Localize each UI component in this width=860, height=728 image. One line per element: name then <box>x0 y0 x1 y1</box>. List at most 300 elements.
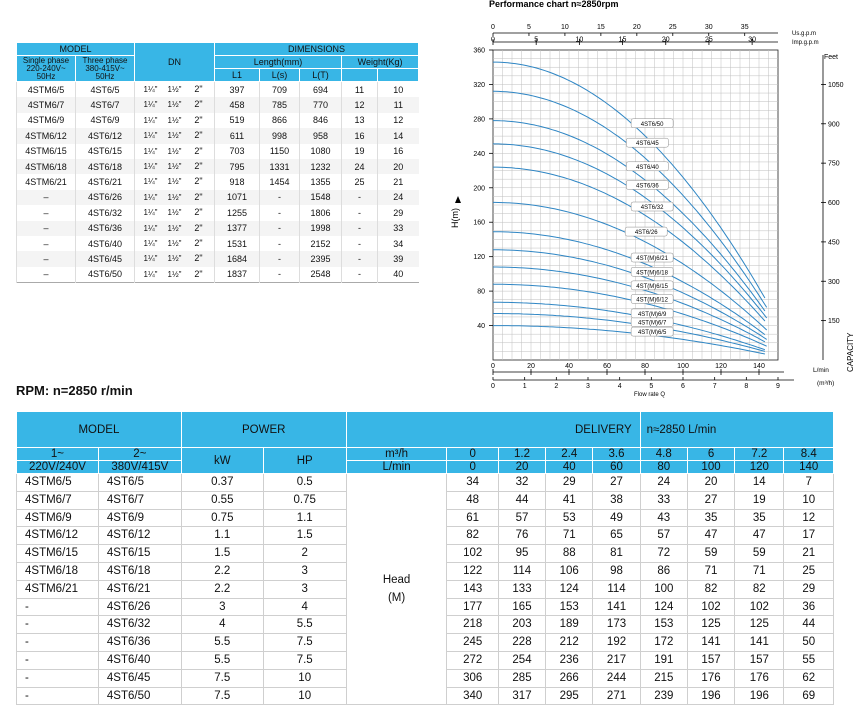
perf-header-col1-a: 1~ <box>17 448 99 461</box>
perf-cell-head-value: 53 <box>546 509 593 527</box>
perf-cell-head-value: 33 <box>640 491 687 509</box>
perf-cell-hp: 0.5 <box>263 474 346 492</box>
y-tick-label: 80 <box>477 288 485 296</box>
perf-cell-hp: 10 <box>263 687 346 705</box>
perf-header-lmin-5: 100 <box>687 461 734 474</box>
dim-cell-weight-1: - <box>342 251 378 266</box>
dim-header-l1: L1 <box>215 69 260 82</box>
dim-cell-ls: 785 <box>260 97 300 112</box>
perf-cell-model-single: 4STM6/7 <box>17 491 99 509</box>
y-tick-label: 320 <box>473 81 485 89</box>
perf-cell-head-value: 173 <box>593 616 640 634</box>
perf-cell-head-value: 71 <box>546 527 593 545</box>
performance-chart <box>428 0 860 398</box>
right-tick-label: 1050 <box>828 81 844 89</box>
perf-cell-head-value: 125 <box>687 616 734 634</box>
dim-cell-dn <box>135 221 215 236</box>
perf-cell-model-three: 4ST6/9 <box>98 509 181 527</box>
dim-cell-weight-1: - <box>342 267 378 283</box>
dn-size: 1½" <box>167 254 182 264</box>
perf-cell-head-value: 114 <box>593 580 640 598</box>
perf-cell-model-three: 4ST6/32 <box>98 616 181 634</box>
perf-cell-head-value: 228 <box>498 634 545 652</box>
perf-cell-model-single: - <box>17 634 99 652</box>
dn-size: 1½" <box>167 192 182 202</box>
perf-cell-head-value: 14 <box>735 474 784 492</box>
perf-cell-head-value: 82 <box>687 580 734 598</box>
dim-cell-weight-2: 40 <box>378 267 419 283</box>
perf-cell-head-value: 71 <box>735 562 784 580</box>
dim-cell-lt: 1548 <box>300 190 342 205</box>
perf-cell-head-value: 196 <box>687 687 734 705</box>
dn-size: 1¼" <box>143 100 158 110</box>
right-unit-feet: Feet <box>824 54 839 61</box>
dn-size: 1½" <box>167 239 182 249</box>
perf-cell-head-value: 177 <box>447 598 498 616</box>
perf-header-lmin-7: 140 <box>784 461 834 474</box>
dim-header-length: Length(mm) <box>215 56 342 69</box>
top-tick-label-us: 15 <box>596 24 605 31</box>
dim-cell-ls: - <box>260 221 300 236</box>
x-tick-label: 80 <box>641 363 649 370</box>
curve-label-text: 4ST(M)6/15 <box>636 283 668 290</box>
perf-header-lmin-4: 80 <box>640 461 687 474</box>
dim-header-dimensions: DIMENSIONS <box>215 43 419 56</box>
perf-header-m3h-5: 6 <box>687 448 734 461</box>
top-tick-label-us: 20 <box>632 24 641 31</box>
curve-label-text: 4ST(M)6/9 <box>637 311 667 318</box>
dn-size: 1¼" <box>143 254 158 264</box>
dim-cell-dn <box>135 205 215 220</box>
perf-cell-head-value: 245 <box>447 634 498 652</box>
dim-cell-ls: - <box>260 205 300 220</box>
perf-cell-head-value: 47 <box>735 527 784 545</box>
dim-cell-three: 4ST6/7 <box>76 97 135 112</box>
dim-cell-three: 4ST6/26 <box>76 190 135 205</box>
x-tick-label: 140 <box>753 363 765 370</box>
perf-cell-hp: 3 <box>263 580 346 598</box>
dim-row <box>17 251 419 266</box>
perf-cell-head-value: 7 <box>784 474 834 492</box>
x-unit-m3h: (m³/h) <box>817 380 835 387</box>
perf-cell-kw: 2.2 <box>181 562 263 580</box>
perf-cell-hp: 3 <box>263 562 346 580</box>
perf-cell-head-value: 35 <box>735 509 784 527</box>
dim-cell-weight-1: - <box>342 190 378 205</box>
top-unit-imp: Imp.g.p.m <box>792 40 819 46</box>
perf-cell-head-value: 124 <box>640 598 687 616</box>
perf-cell-head-value: 102 <box>447 545 498 563</box>
x-tick-label-m3h: 4 <box>617 383 622 390</box>
y-tick-label: 40 <box>477 323 485 331</box>
dim-cell-l1: 611 <box>215 128 260 143</box>
dim-cell-weight-2: 39 <box>378 251 419 266</box>
perf-cell-model-three: 4ST6/45 <box>98 669 181 687</box>
right-tick-label: 750 <box>828 160 840 168</box>
dim-cell-single: 4STM6/21 <box>17 174 76 189</box>
perf-header-m3h-4: 4.8 <box>640 448 687 461</box>
perf-cell-head-value: 69 <box>784 687 834 705</box>
dn-size: 2" <box>194 268 203 279</box>
perf-cell-hp: 4 <box>263 598 346 616</box>
perf-header-lmin-3: 60 <box>593 461 640 474</box>
perf-cell-head-value: 32 <box>498 474 545 492</box>
dim-cell-single: 4STM6/9 <box>17 113 76 128</box>
curve-label <box>631 119 673 128</box>
dim-cell-lt: 694 <box>300 82 342 98</box>
perf-cell-kw: 1.1 <box>181 527 263 545</box>
perf-cell-hp: 1.5 <box>263 527 346 545</box>
dim-row <box>17 205 419 220</box>
head-unit: (M) <box>387 592 406 605</box>
perf-cell-kw: 3 <box>181 598 263 616</box>
rpm-title: RPM: n=2850 r/min <box>16 383 133 398</box>
perf-cell-head-value: 19 <box>735 491 784 509</box>
dim-cell-single: – <box>17 205 76 220</box>
head-label: Head <box>382 574 411 587</box>
dim-cell-three: 4ST6/21 <box>76 174 135 189</box>
dim-cell-single: – <box>17 190 76 205</box>
dim-cell-weight-2: 14 <box>378 128 419 143</box>
perf-cell-head-value: 285 <box>498 669 545 687</box>
dim-cell-ls: 709 <box>260 82 300 98</box>
dn-size: 2" <box>194 145 203 156</box>
dn-size: 2" <box>194 207 203 218</box>
dim-cell-lt: 1806 <box>300 205 342 220</box>
perf-cell-kw: 7.5 <box>181 669 263 687</box>
x-tick-label: 100 <box>677 363 689 370</box>
top-tick-label-imp: 15 <box>618 36 627 44</box>
perf-cell-head-value: 36 <box>784 598 834 616</box>
perf-cell-head-value: 76 <box>498 527 545 545</box>
dim-cell-l1: 1684 <box>215 251 260 266</box>
perf-cell-head-value: 306 <box>447 669 498 687</box>
curve-label-text: 4ST(M)6/21 <box>636 256 668 263</box>
dn-size: 1½" <box>167 162 182 172</box>
curve-label-text: 4ST6/50 <box>640 121 664 128</box>
perf-cell-head-value: 86 <box>640 562 687 580</box>
perf-header-unit-lmin: L/min <box>346 461 447 474</box>
dim-row <box>17 159 419 174</box>
dim-cell-single: 4STM6/18 <box>17 159 76 174</box>
perf-cell-model-three: 4ST6/7 <box>98 491 181 509</box>
perf-cell-head-value: 57 <box>640 527 687 545</box>
right-tick-label: 300 <box>828 278 840 286</box>
dim-row <box>17 267 419 283</box>
dim-cell-weight-1: 11 <box>342 82 378 98</box>
perf-cell-head-value: 141 <box>687 634 734 652</box>
dn-size: 2" <box>194 222 203 233</box>
perf-header-m3h-6: 7.2 <box>735 448 784 461</box>
dim-cell-l1: 1837 <box>215 267 260 283</box>
perf-cell-hp: 10 <box>263 669 346 687</box>
dim-cell-three: 4ST6/12 <box>76 128 135 143</box>
perf-header-unit-m3h: m³/h <box>346 448 447 461</box>
dim-header-three-phase: Three phase 380-415V~ 50Hz <box>76 56 135 82</box>
perf-cell-head-value: 29 <box>546 474 593 492</box>
dim-cell-dn <box>135 113 215 128</box>
top-tick-label-imp: 0 <box>491 36 495 44</box>
dn-size: 1¼" <box>143 239 158 249</box>
dn-size: 1½" <box>167 208 182 218</box>
dim-row <box>17 144 419 159</box>
dn-size: 2" <box>194 84 203 94</box>
dim-cell-lt: 1080 <box>300 144 342 159</box>
curve-label <box>631 253 673 262</box>
perf-cell-head-value: 153 <box>640 616 687 634</box>
dim-cell-ls: - <box>260 251 300 266</box>
perf-cell-head-value: 212 <box>546 634 593 652</box>
perf-cell-head-value: 25 <box>784 562 834 580</box>
x-tick-label-m3h: 2 <box>554 383 559 390</box>
perf-cell-model-three: 4ST6/18 <box>98 562 181 580</box>
perf-cell-model-three: 4ST6/26 <box>98 598 181 616</box>
perf-cell-head-value: 189 <box>546 616 593 634</box>
perf-header-rpm: n≈2850 L/min <box>640 412 833 448</box>
perf-cell-head-value: 340 <box>447 687 498 705</box>
dim-cell-weight-1: - <box>342 236 378 251</box>
y-tick-label: 200 <box>473 185 485 193</box>
perf-cell-head-value: 102 <box>687 598 734 616</box>
perf-cell-kw: 5.5 <box>181 634 263 652</box>
dn-size: 2" <box>194 161 203 172</box>
curve-label <box>626 162 668 171</box>
top-tick-label-us: 0 <box>491 24 495 31</box>
dim-cell-ls: 1150 <box>260 144 300 159</box>
curve-label <box>631 202 673 211</box>
top-tick-label-imp: 20 <box>661 36 670 44</box>
right-tick-label: 150 <box>828 318 840 326</box>
dim-cell-three: 4ST6/36 <box>76 221 135 236</box>
dn-size: 1¼" <box>143 208 158 218</box>
dn-size: 2" <box>194 114 203 125</box>
dim-cell-dn <box>135 97 215 112</box>
perf-header-m3h-3: 3.6 <box>593 448 640 461</box>
curve-label-text: 4ST(M)6/7 <box>637 320 667 327</box>
x-axis-label: Flow rate Q <box>634 392 666 398</box>
dim-cell-ls: 866 <box>260 113 300 128</box>
perf-cell-hp: 1.1 <box>263 509 346 527</box>
top-tick-label-us: 35 <box>740 24 749 31</box>
perf-cell-hp: 0.75 <box>263 491 346 509</box>
curve-label <box>625 227 667 236</box>
dim-cell-weight-2: 16 <box>378 144 419 159</box>
dim-cell-l1: 918 <box>215 174 260 189</box>
dim-cell-dn <box>135 128 215 143</box>
perf-cell-head-value: 95 <box>498 545 545 563</box>
dim-cell-single: – <box>17 251 76 266</box>
dim-cell-ls: - <box>260 190 300 205</box>
dim-cell-l1: 1531 <box>215 236 260 251</box>
perf-cell-head-value: 125 <box>735 616 784 634</box>
curve-label-text: 4ST(M)6/12 <box>636 297 668 304</box>
perf-cell-hp: 7.5 <box>263 634 346 652</box>
dn-size: 1½" <box>167 177 182 187</box>
dim-row <box>17 113 419 128</box>
y-axis-arrow-icon <box>455 196 461 203</box>
perf-cell-model-three: 4ST6/12 <box>98 527 181 545</box>
top-tick-label-imp: 10 <box>575 36 584 44</box>
perf-cell-head-value: 34 <box>447 474 498 492</box>
perf-cell-head-value: 41 <box>546 491 593 509</box>
dim-cell-lt: 2395 <box>300 251 342 266</box>
top-tick-label-us: 25 <box>668 24 677 31</box>
perf-cell-head-value: 272 <box>447 651 498 669</box>
dim-cell-three: 4ST6/50 <box>76 267 135 283</box>
perf-cell-head-value: 217 <box>593 651 640 669</box>
dim-row <box>17 190 419 205</box>
perf-cell-head-value: 48 <box>447 491 498 509</box>
perf-cell-kw: 5.5 <box>181 651 263 669</box>
dim-cell-weight-2: 34 <box>378 236 419 251</box>
dim-row <box>17 236 419 251</box>
perf-cell-head-value: 114 <box>498 562 545 580</box>
curve-label-text: 4ST6/26 <box>634 230 658 237</box>
dim-cell-single: 4STM6/5 <box>17 82 76 98</box>
dn-size: 1½" <box>167 131 182 141</box>
perf-cell-head-value: 203 <box>498 616 545 634</box>
perf-cell-head-value: 295 <box>546 687 593 705</box>
curve-label <box>626 138 668 147</box>
curve-label <box>631 281 673 290</box>
dim-cell-weight-2: 11 <box>378 97 419 112</box>
curve-label <box>631 309 673 318</box>
perf-cell-head-value: 317 <box>498 687 545 705</box>
perf-cell-head-value: 244 <box>593 669 640 687</box>
right-tick-label: 900 <box>828 121 840 129</box>
dim-cell-single: – <box>17 221 76 236</box>
curve-label <box>631 267 673 276</box>
perf-cell-head-value: 59 <box>735 545 784 563</box>
perf-cell-model-single: - <box>17 669 99 687</box>
perf-cell-head-value: 10 <box>784 491 834 509</box>
perf-header-lmin-2: 40 <box>546 461 593 474</box>
curve-label <box>631 294 673 303</box>
perf-cell-head-value: 29 <box>784 580 834 598</box>
perf-cell-head-value: 38 <box>593 491 640 509</box>
perf-header-model: MODEL <box>17 412 182 448</box>
perf-header-col2-a: 2~ <box>98 448 181 461</box>
dim-cell-l1: 703 <box>215 144 260 159</box>
dim-cell-ls: 1454 <box>260 174 300 189</box>
perf-cell-model-three: 4ST6/50 <box>98 687 181 705</box>
y-tick-label: 120 <box>473 254 485 262</box>
perf-cell-head-value: 191 <box>640 651 687 669</box>
dim-cell-dn <box>135 82 215 98</box>
x-tick-label-m3h: 9 <box>776 383 780 390</box>
perf-header-col2-b: 380V/415V <box>98 461 181 474</box>
perf-cell-head-value: 141 <box>593 598 640 616</box>
perf-cell-model-single: - <box>17 651 99 669</box>
perf-cell-head-value: 12 <box>784 509 834 527</box>
perf-cell-head-value: 55 <box>784 651 834 669</box>
dim-cell-weight-1: 16 <box>342 128 378 143</box>
dim-row <box>17 82 419 98</box>
perf-cell-kw: 0.55 <box>181 491 263 509</box>
dn-size: 1¼" <box>143 115 158 125</box>
dim-cell-weight-2: 12 <box>378 113 419 128</box>
perf-cell-head-value: 82 <box>447 527 498 545</box>
perf-header-hp: HP <box>263 448 346 474</box>
perf-cell-head-value: 82 <box>735 580 784 598</box>
perf-cell-head-value: 24 <box>640 474 687 492</box>
curve-label-text: 4ST6/45 <box>636 141 659 148</box>
dim-cell-l1: 1071 <box>215 190 260 205</box>
perf-cell-hp: 2 <box>263 545 346 563</box>
perf-cell-head-value: 35 <box>687 509 734 527</box>
y-axis-label: H(m) <box>450 208 460 228</box>
x-tick-label: 20 <box>527 363 535 370</box>
perf-cell-head-value: 44 <box>498 491 545 509</box>
dim-cell-weight-2: 20 <box>378 159 419 174</box>
perf-cell-head-value: 44 <box>784 616 834 634</box>
dn-size: 1½" <box>167 100 182 110</box>
dim-cell-single: – <box>17 236 76 251</box>
perf-cell-model-single: 4STM6/5 <box>17 474 99 492</box>
perf-cell-head-value: 153 <box>546 598 593 616</box>
top-tick-label-imp: 30 <box>748 36 757 44</box>
dim-cell-weight-2: 10 <box>378 82 419 98</box>
dn-size: 2" <box>194 130 203 141</box>
dim-cell-weight-2: 24 <box>378 190 419 205</box>
dim-row <box>17 221 419 236</box>
perf-cell-head-value: 59 <box>687 545 734 563</box>
dim-cell-l1: 519 <box>215 113 260 128</box>
perf-cell-head-value: 124 <box>546 580 593 598</box>
dim-cell-dn <box>135 251 215 266</box>
perf-cell-kw: 0.75 <box>181 509 263 527</box>
dim-cell-single: 4STM6/12 <box>17 128 76 143</box>
dim-cell-dn <box>135 236 215 251</box>
x-tick-label-m3h: 6 <box>681 383 685 390</box>
perf-cell-head-value: 165 <box>498 598 545 616</box>
dim-cell-dn <box>135 144 215 159</box>
perf-cell-head-value: 133 <box>498 580 545 598</box>
y-tick-label: 280 <box>473 116 485 124</box>
perf-cell-head-value: 21 <box>784 545 834 563</box>
dim-header-weight-1 <box>342 69 378 82</box>
perf-cell-head-value: 172 <box>640 634 687 652</box>
perf-cell-head-value: 236 <box>546 651 593 669</box>
perf-cell-head-value: 218 <box>447 616 498 634</box>
top-unit-us: Us.g.p.m <box>792 31 817 37</box>
perf-cell-head-value: 72 <box>640 545 687 563</box>
x-tick-label: 40 <box>565 363 573 370</box>
dimensions-table <box>16 42 419 283</box>
perf-header-lmin-1: 20 <box>498 461 545 474</box>
dn-size: 1¼" <box>143 192 158 202</box>
perf-cell-head-value: 157 <box>687 651 734 669</box>
perf-cell-head-value: 254 <box>498 651 545 669</box>
x-tick-label-m3h: 1 <box>522 383 527 390</box>
dim-cell-weight-1: 24 <box>342 159 378 174</box>
dim-cell-lt: 2548 <box>300 267 342 283</box>
dim-cell-three: 4ST6/9 <box>76 113 135 128</box>
perf-cell-head-value: 271 <box>593 687 640 705</box>
dim-cell-lt: 1998 <box>300 221 342 236</box>
dim-header-lt: L(T) <box>300 69 342 82</box>
perf-cell-model-three: 4ST6/21 <box>98 580 181 598</box>
perf-header-m3h-1: 1.2 <box>498 448 545 461</box>
dn-size: 1¼" <box>143 85 158 94</box>
y-tick-label: 360 <box>473 47 485 55</box>
perf-cell-head-value: 20 <box>687 474 734 492</box>
curve-label-text: 4ST(M)6/18 <box>636 270 668 277</box>
perf-cell-head-value: 61 <box>447 509 498 527</box>
perf-cell-kw: 2.2 <box>181 580 263 598</box>
x-tick-label: 120 <box>715 363 727 370</box>
x-tick-label-m3h: 8 <box>744 383 749 390</box>
